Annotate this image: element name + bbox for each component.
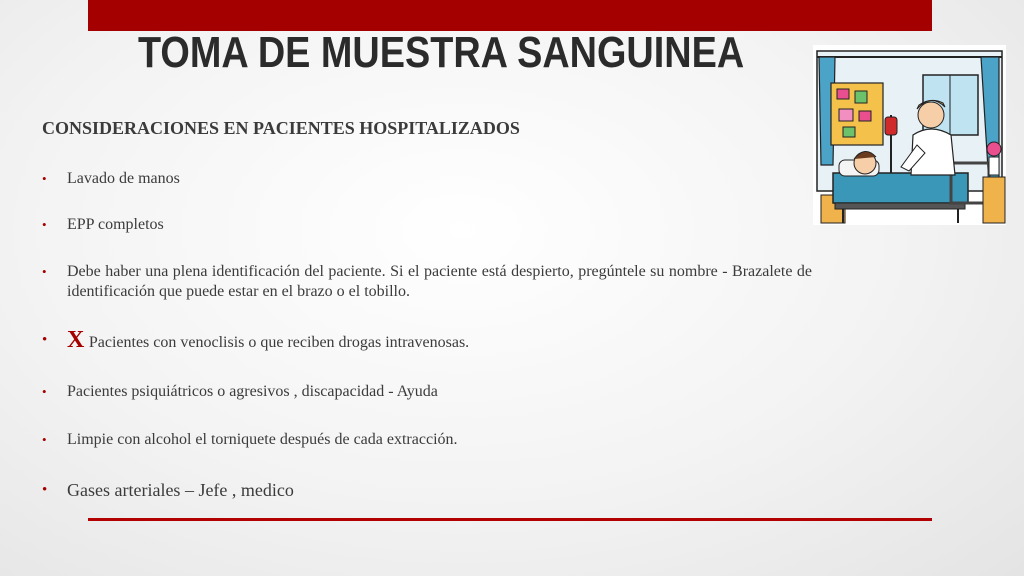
bullet-text: Debe haber una plena identificación del paciente. Si el paciente está despierto, pregúntele su nombre - Brazalete de identificación que puede estar en el brazo o el tobillo. xyxy=(67,263,812,300)
bullet-text: Limpie con alcohol el torniquete después de cada extracción. xyxy=(67,431,458,448)
bullet-icon: • xyxy=(42,482,48,498)
nurse-patient-illustration xyxy=(813,45,1006,225)
bullet-icon: • xyxy=(42,217,47,232)
x-mark: X xyxy=(67,327,85,353)
bullet-icon: • xyxy=(42,171,47,186)
bottom-divider xyxy=(88,518,932,521)
slide-title: TOMA DE MUESTRA SANGUINEA xyxy=(138,28,745,77)
bullet-text: Lavado de manos xyxy=(67,170,180,187)
bullet-text: EPP completos xyxy=(67,216,164,233)
bullet-text: Pacientes con venoclisis o que reciben drogas intravenosas. xyxy=(88,334,470,351)
top-accent-bar xyxy=(88,0,932,31)
bullet-icon: • xyxy=(42,432,47,447)
bullet-text: Gases arteriales – Jefe , medico xyxy=(67,480,294,500)
bullet-icon: • xyxy=(42,264,47,279)
section-subtitle: CONSIDERACIONES EN PACIENTES HOSPITALIZADOS xyxy=(42,118,520,138)
bullet-text: Pacientes psiquiátricos o agresivos , discapacidad - Ayuda xyxy=(67,383,438,400)
bullet-icon: • xyxy=(42,384,47,399)
bullet-icon: • xyxy=(42,332,48,348)
